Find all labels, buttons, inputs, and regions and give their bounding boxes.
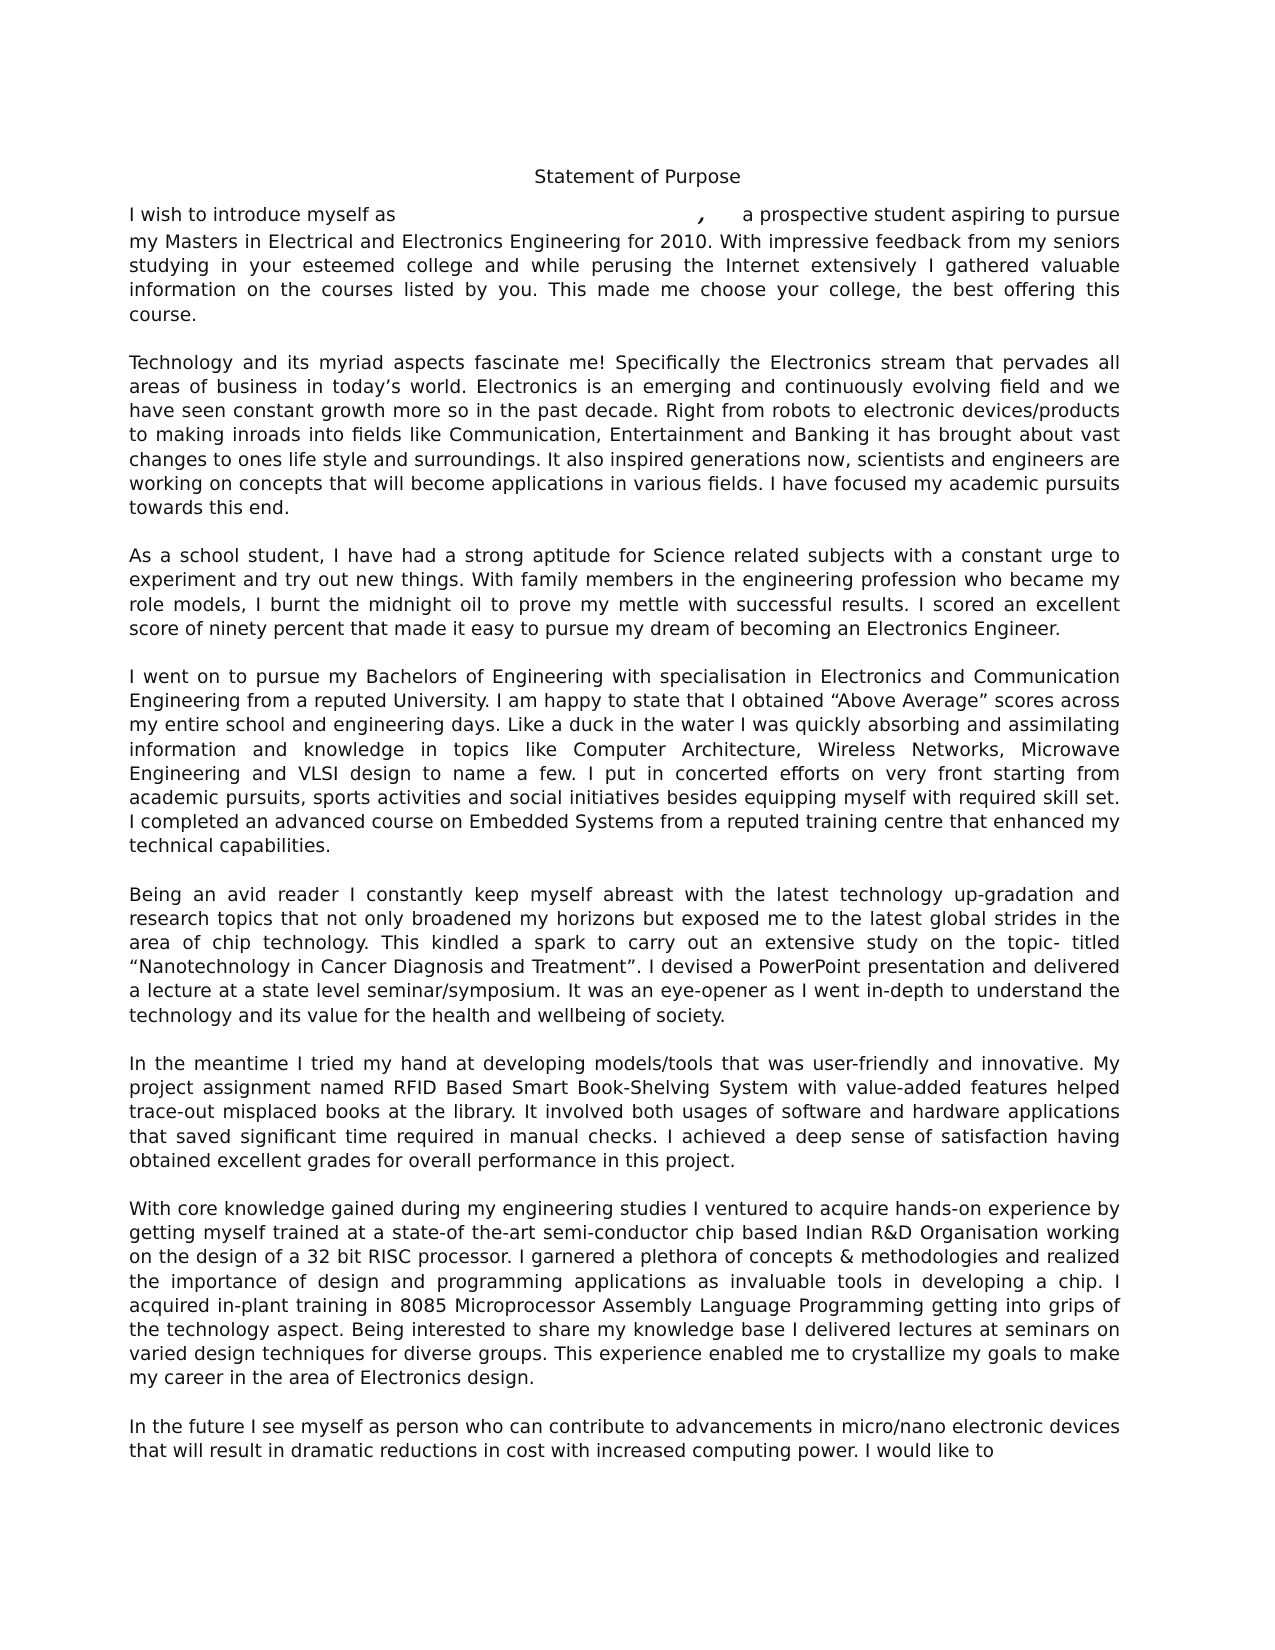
paragraph-7: With core knowledge gained during my engineering studies I ventured to acquire hands-on experience by getting myself trained at a state-of the-art semi-conductor chip based Indian R&D Organisation working on the design of a 32 bit RISC processor. I garnered a plethora of concepts & methodologies and realized the importance of design and programming applications as invaluable tools in developing a chip. I acquired in-plant training in 8085 Microprocessor Assembly Language Programming getting into grips of the technology aspect. Being interested to share my knowledge base I delivered lectures at seminars on varied design techniques for diverse groups. This experience enabled me to crystallize my goals to make my career in the area of Electronics design.: [129, 1198, 1120, 1390]
paragraph-2: Technology and its myriad aspects fascinate me! Specifically the Electronics stream that pervades all areas of business in today’s world. Electronics is an emerging and continuously evolving field and we have seen constant growth more so in the past decade. Right from robots to electronic devices/products to making inroads into fields like Communication, Entertainment and Banking it has brought about vast changes to ones life style and surroundings. It also inspired generations now, scientists and engineers are working on concepts that will become applications in various fields. I have focused my academic pursuits towards this end.: [129, 352, 1120, 520]
page-title: Statement of Purpose: [534, 166, 741, 188]
paragraph-1: my Masters in Electrical and Electronics Engineering for 2010. With impressive feedback from my seniors studying in your esteemed college and while perusing the Internet extensively I gathered valuable information on the courses listed by you. This made me choose your college, the best offering this course.: [129, 232, 1120, 326]
paragraph-3: As a school student, I have had a strong aptitude for Science related subjects with a constant urge to experiment and try out new things. With family members in the engineering profession who became my role models, I burnt the midnight oil to prove my mettle with successful results. I scored an excellent score of ninety percent that made it easy to pursue my dream of becoming an Electronics Engineer.: [129, 546, 1120, 640]
document-body: [129, 201, 1120, 1464]
paragraph-6: In the meantime I tried my hand at developing models/tools that was user-friendly and innovative. My project assignment named RFID Based Smart Book-Shelving System with value-added features helped trace-out misplaced books at the library. It involved both usages of software and hardware applications that saved significant time required in manual checks. I achieved a deep sense of satisfaction having obtained excellent grades for overall performance in this project.: [129, 1053, 1120, 1172]
paragraph-8: In the future I see myself as person who can contribute to advancements in micro/nano electronic devices that will result in dramatic reductions in cost with increased computing power. I would like to: [129, 1416, 1120, 1462]
paragraph-4: I went on to pursue my Bachelors of Engineering with specialisation in Electronics and Communication Engineering from a reputed University. I am happy to state that I obtained “Above Average” scores across my entire school and engineering days. Like a duck in the water I was quickly absorbing and assimilating information and knowledge in topics like Computer Architecture, Wireless Networks, Microwave Engineering and VLSI design to name a few. I put in concerted efforts on very front starting from academic pursuits, sports activities and social initiatives besides equipping myself with required skill set. I completed an advanced course on Embedded Systems from a reputed training centre that enhanced my technical capabilities.: [129, 667, 1120, 858]
paragraph-5: Being an avid reader I constantly keep myself abreast with the latest technology up-gradation and research topics that not only broadened my horizons but exposed me to the latest global strides in the area of chip technology. This kindled a spark to carry out an extensive study on the topic- titled “Nanotechnology in Cancer Diagnosis and Treatment”. I devised a PowerPoint presentation and delivered a lecture at a state level seminar/symposium. It was an eye-opener as I went in-depth to understand the technology and its value for the health and wellbeing of society.: [129, 884, 1120, 1027]
intro-lead-text: I wish to introduce myself as: [129, 205, 396, 226]
intro-comma: ,: [697, 201, 705, 226]
intro-lead-wrapper: [129, 201, 713, 229]
intro-line: [129, 201, 1120, 229]
intro-tail-text: a prospective student aspiring to pursue: [742, 205, 1120, 226]
